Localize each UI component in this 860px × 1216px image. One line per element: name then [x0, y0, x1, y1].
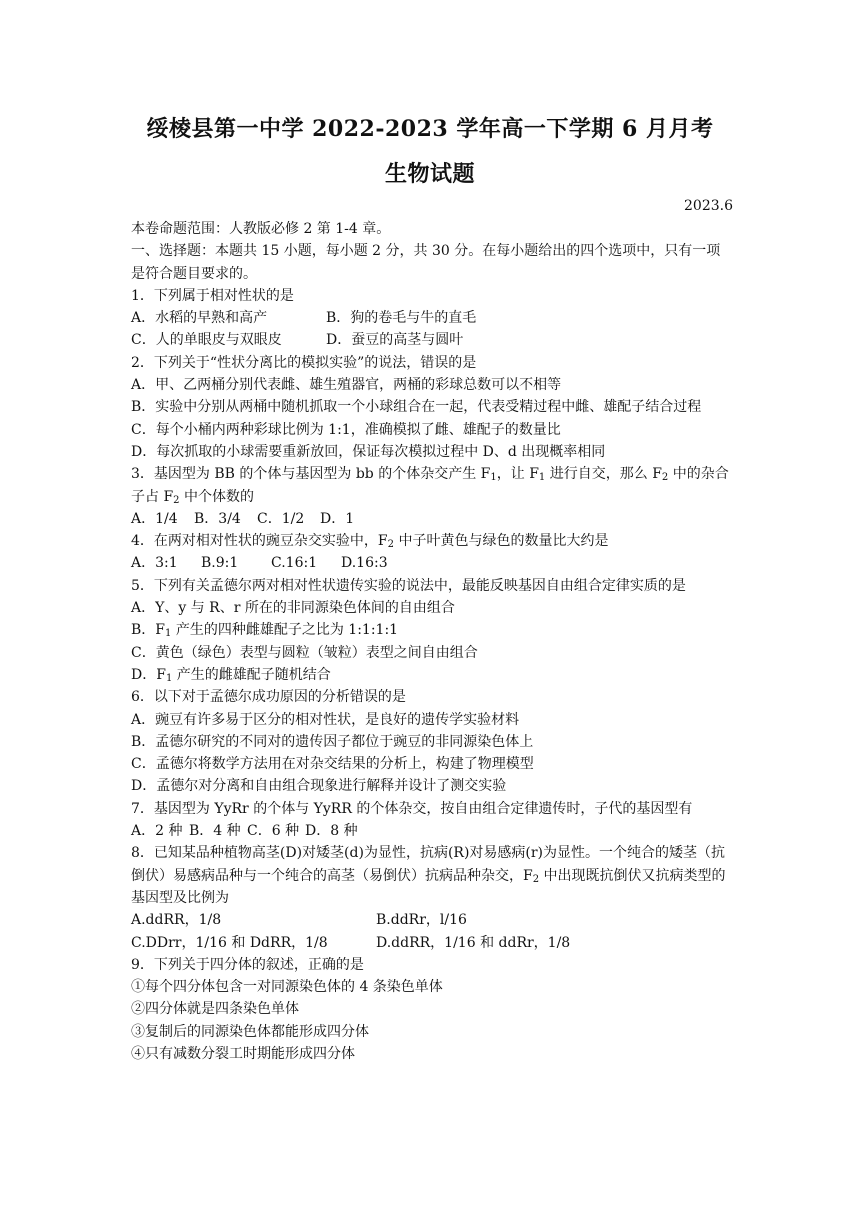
- question-2-option-a: A．甲、乙两桶分别代表雌、雄生殖器官，两桶的彩球总数可以不相等: [131, 377, 562, 394]
- question-5-option-d: D．$F_1$ 产生的雌雄配子随机结合: [131, 666, 331, 684]
- question-5-option-b: B．$F_1$ 产生的四种雌雄配子之比为 1:1:1:1: [131, 622, 399, 640]
- question-6-option-c: C．孟德尔将数学方法用在对杂交结果的分析上，构建了物理模型: [131, 756, 534, 773]
- question-7-stem: 7．基因型为 YyRr 的个体与 YyRR 的个体杂交，按自由组合定律遗传时，子代的基因型有: [131, 800, 693, 817]
- question-8-options-row-1: [131, 909, 731, 931]
- question-1-option-b: B．狗的卷毛与牛的直毛: [326, 310, 477, 327]
- question-1-option-d: D．蚕豆的高茎与圆叶: [326, 332, 464, 349]
- question-7-option-b: B．4 种: [189, 823, 241, 840]
- question-1-options-row-2: [131, 329, 731, 351]
- question-5-stem: 5．下列有关孟德尔两对相对性状遗传实验的说法中，最能反映基因自由组合定律实质的是: [131, 577, 686, 594]
- question-4-option-b: B.9:1: [201, 555, 239, 572]
- exam-date: 2023.6: [684, 198, 733, 214]
- question-1-options-row-1: [131, 307, 731, 329]
- exam-body: [131, 218, 731, 1065]
- question-2-option-b: B．实验中分别从两桶中随机抓取一个小球组合在一起，代表受精过程中雌、雄配子结合过程: [131, 399, 702, 416]
- question-8-stem: 8．已知某品种植物高茎(D)对矮茎(d)为显性，抗病(R)对易感病(r)为显性。一个纯合的矮茎（抗倒伏）易感病品种与一个纯合的高茎（易倒伏）抗病品种杂交，$F_2$ 中出现既抗倒伏又抗病类型的基因型及比例为: [131, 845, 726, 906]
- question-1-option-a: A．水稻的早熟和高产: [131, 310, 268, 327]
- question-9-statement-2: ②四分体就是四条染色单体: [131, 1001, 299, 1018]
- question-7-option-c: C．6 种: [247, 823, 300, 840]
- question-7-options: [131, 820, 731, 842]
- question-3-option-c: C．1/2: [257, 510, 305, 527]
- scope-note: 本卷命题范围：人教版必修 2 第 1-4 章。: [131, 221, 391, 237]
- exam-subtitle: 生物试题: [384, 161, 475, 187]
- question-7-option-d: D．8 种: [305, 823, 358, 840]
- question-9-statement-4: ④只有减数分裂工时期能形成四分体: [131, 1045, 355, 1062]
- question-2-option-c: C．每个小桶内两种彩球比例为 1:1，准确模拟了雌、雄配子的数量比: [131, 421, 561, 438]
- question-3-option-d: D．1: [320, 510, 355, 527]
- question-6-option-d: D．孟德尔对分离和自由组合现象进行解释并设计了测交实验: [131, 778, 507, 795]
- question-9-statement-1: ①每个四分体包含一对同源染色体的 4 条染色单体: [131, 979, 443, 996]
- question-4-option-d: D.16:3: [341, 555, 388, 572]
- question-6-option-a: A．豌豆有许多易于区分的相对性状，是良好的遗传学实验材料: [131, 711, 520, 728]
- question-8-option-c: C.DDrr，1/16 和 DdRR，1/8: [131, 934, 328, 951]
- question-5-option-a: A．Y、y 与 R、r 所在的非同源染色体间的自由组合: [131, 600, 455, 617]
- question-8-options-row-2: [131, 932, 731, 954]
- question-6-option-b: B．孟德尔研究的不同对的遗传因子都位于豌豆的非同源染色体上: [131, 733, 534, 750]
- question-2-stem: 2．下列关于“性状分离比的模拟实验”的说法，错误的是: [131, 354, 477, 371]
- question-4-option-c: C.16:1: [271, 555, 318, 572]
- question-4-option-a: A．3:1: [131, 555, 178, 572]
- section-heading: 一、选择题：本题共 15 小题，每小题 2 分，共 30 分。在每小题给出的四个选项中，只有一项是符合题目要求的。: [131, 243, 721, 282]
- question-1-option-c: C．人的单眼皮与双眼皮: [131, 332, 282, 349]
- question-1-stem: 1．下列属于相对性状的是: [131, 287, 294, 304]
- question-8-option-b: B.ddRr，l/16: [376, 912, 467, 929]
- question-3-option-a: A．1/4: [131, 510, 178, 527]
- question-3-option-b: B．3/4: [194, 510, 241, 527]
- question-5-option-c: C．黄色（绿色）表型与圆粒（皱粒）表型之间自由组合: [131, 644, 478, 661]
- question-3-options: [131, 508, 731, 530]
- question-8-option-a: A.ddRR，1/8: [131, 912, 222, 929]
- question-4-options: [131, 552, 731, 574]
- question-2-option-d: D．每次抓取的小球需要重新放回，保证每次模拟过程中 D、d 出现概率相同: [131, 443, 606, 460]
- question-9-statement-3: ③复制后的同源染色体都能形成四分体: [131, 1023, 369, 1040]
- exam-title: 绥棱县第一中学 2022-2023 学年高一下学期 6 月月考: [146, 116, 714, 142]
- question-6-stem: 6．以下对于孟德尔成功原因的分析错误的是: [131, 689, 406, 706]
- question-4-stem: 4．在两对相对性状的豌豆杂交实验中，$F_2$ 中子叶黄色与绿色的数量比大约是: [131, 533, 609, 551]
- question-7-option-a: A．2 种: [131, 823, 183, 840]
- question-8-option-d: D.ddRR，1/16 和 ddRr，1/8: [376, 934, 571, 951]
- question-3-stem: 3．基因型为 BB 的个体与基因型为 bb 的个体杂交产生 $F_1$，让 $F_1$ 进行自交，那么 $F_2$ 中的杂合子占 $F_2$ 中个体数的: [131, 466, 729, 506]
- question-9-stem: 9．下列关于四分体的叙述，正确的是: [131, 956, 364, 973]
